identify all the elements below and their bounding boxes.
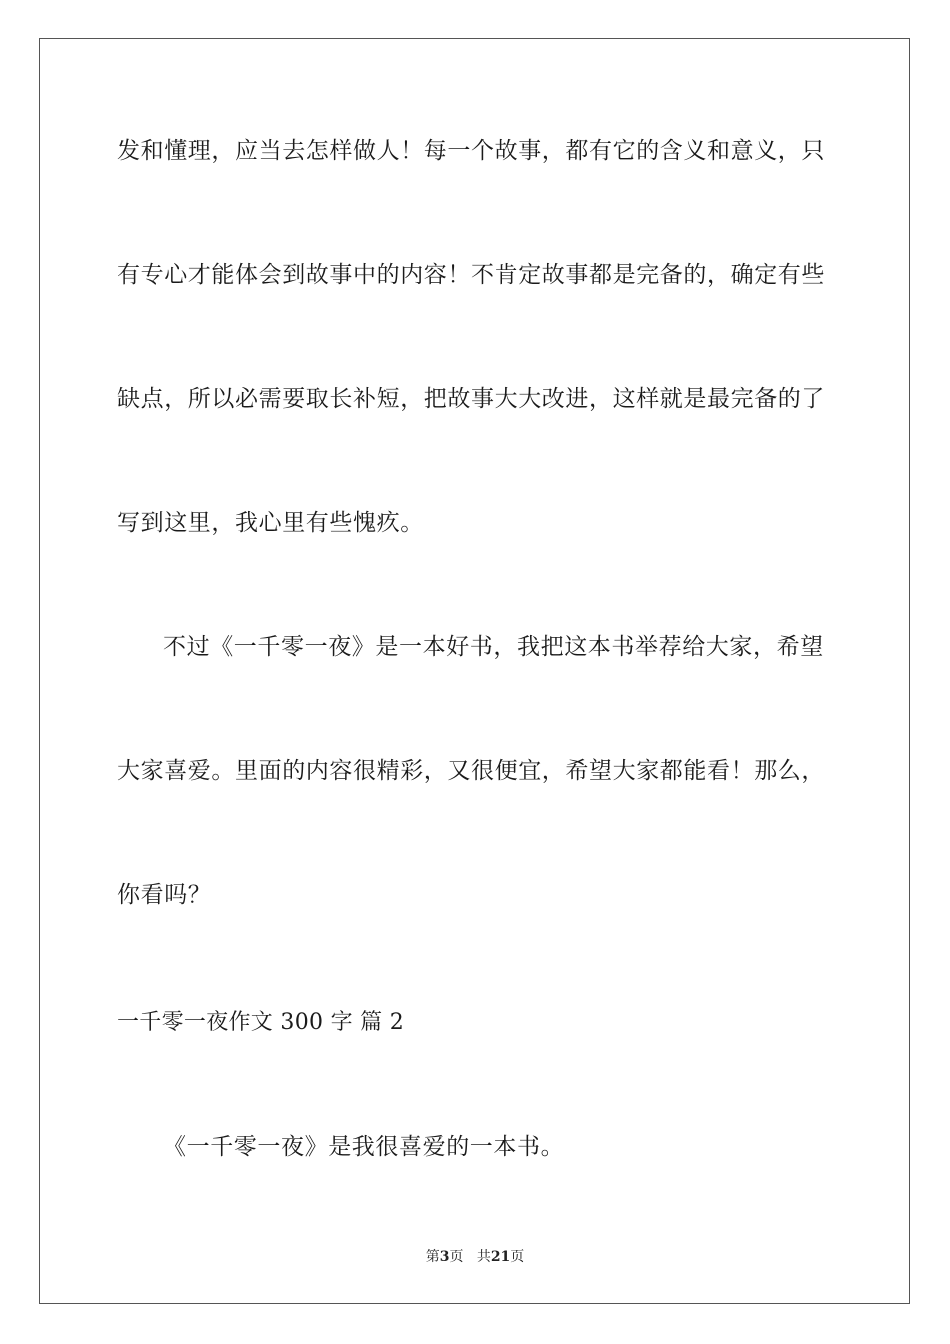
body-line-6: 大家喜爱。里面的内容很精彩，又很便宜，希望大家都能看！那么， — [117, 758, 825, 784]
body-line-8: 《一千零一夜》是我很喜爱的一本书。 — [163, 1134, 565, 1160]
body-line-7: 你看吗？ — [117, 882, 212, 908]
section-heading: 一千零一夜作文 300 字 篇 2 — [117, 1010, 405, 1035]
footer-current-page: 3 — [439, 1249, 450, 1265]
body-line-2: 有专心才能体会到故事中的内容！不肯定故事都是完备的，确定有些 — [117, 262, 825, 288]
body-line-1: 发和懂理，应当去怎样做人！每一个故事，都有它的含义和意义，只 — [117, 138, 825, 164]
body-line-5: 不过《一千零一夜》是一本好书，我把这本书举荐给大家，希望 — [163, 634, 824, 660]
footer-total-suffix: 页 — [510, 1249, 525, 1265]
footer-total-prefix: 共 — [476, 1249, 491, 1265]
footer-total-pages: 21 — [490, 1249, 511, 1265]
body-line-4: 写到这里，我心里有些愧疚。 — [117, 510, 424, 536]
page-frame — [39, 38, 910, 1304]
body-line-3: 缺点，所以必需要取长补短，把故事大大改进，这样就是最完备的了 — [117, 386, 825, 412]
footer-page-word: 页 — [449, 1249, 464, 1265]
footer-prefix: 第 — [425, 1249, 440, 1265]
page-footer — [0, 1248, 950, 1266]
